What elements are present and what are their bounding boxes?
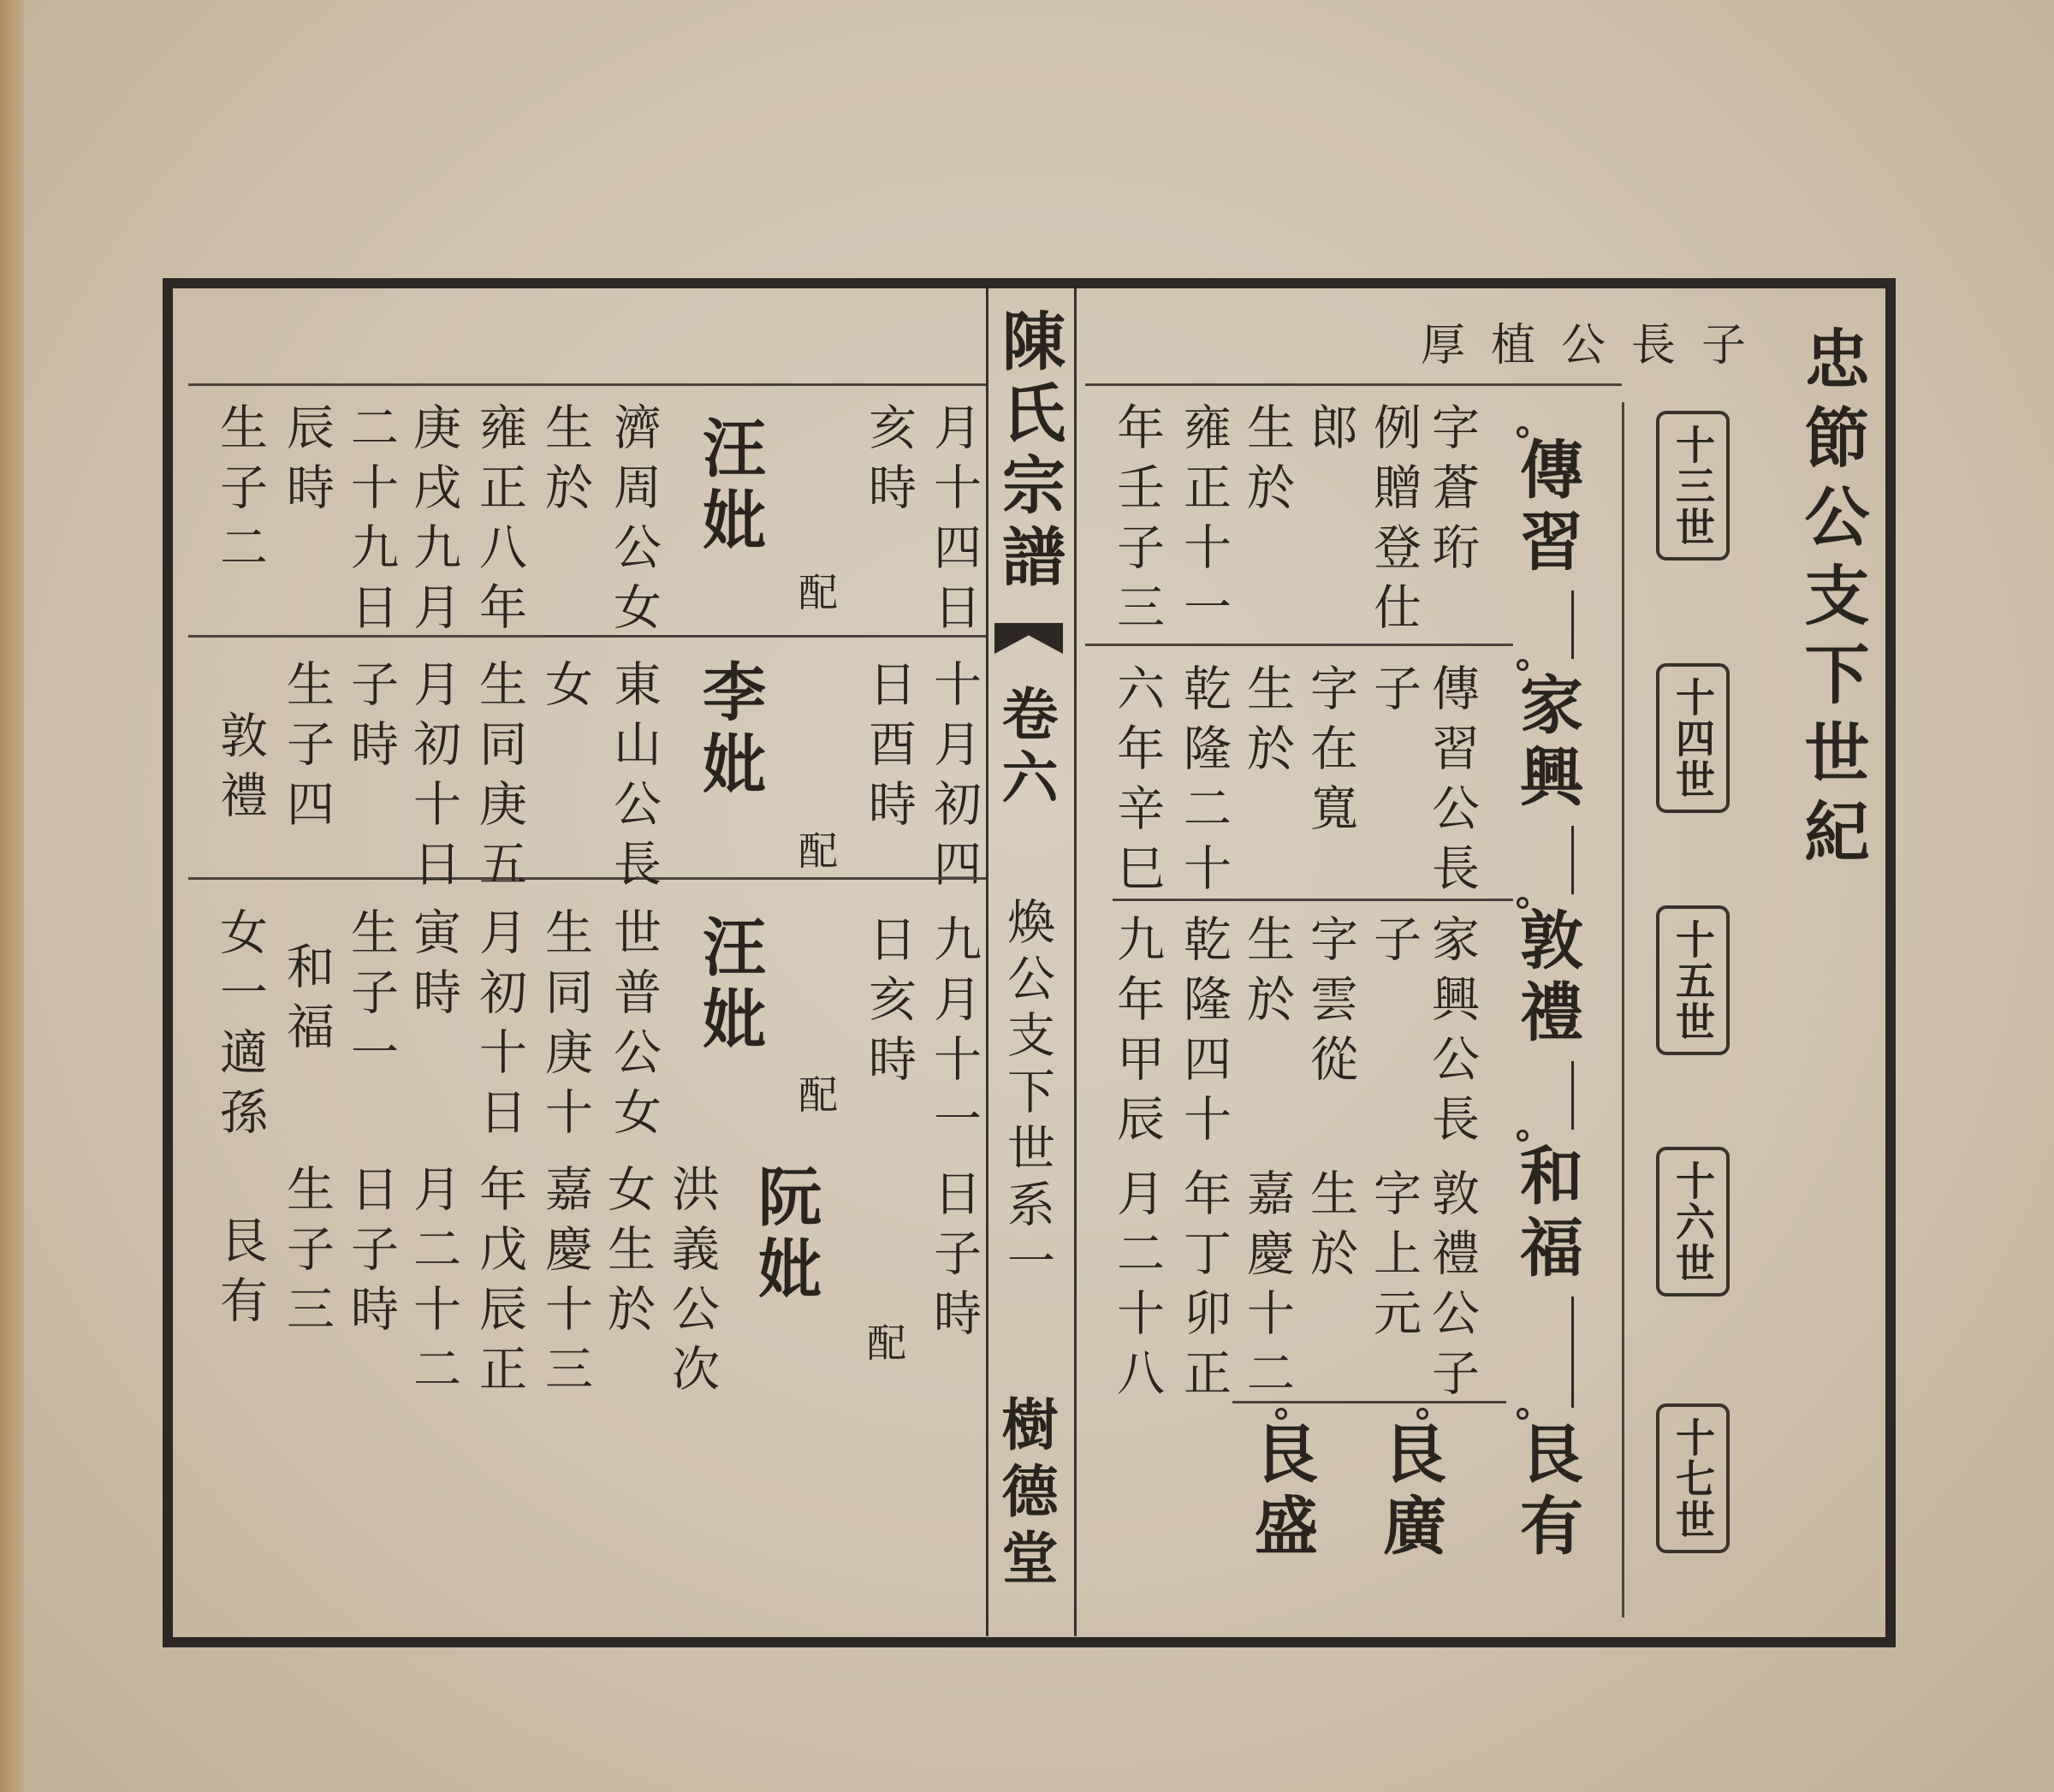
spouse4-label: 配 [861,1322,907,1362]
spouse3-col7: 女一適孫 [212,907,268,1147]
spouse2-col2: 女 [537,659,593,719]
entry-dunli-col7: 九月十一 [926,914,982,1154]
lineage-gen13: 傳習 [1510,436,1583,580]
entry-hefu-col7: 日子時 [926,1168,982,1348]
spouse4-col5: 月二十二 [406,1164,461,1403]
spouse3-col2: 生同庚十 [537,907,593,1147]
lineage-gen16: 和福 [1510,1142,1583,1286]
lineage-gen17-a: 艮有 [1510,1421,1583,1564]
lineage-dot [1416,1408,1428,1420]
spouse3-name: 汪妣 [692,914,766,1058]
spouse4-col7: 生子三 [279,1164,335,1344]
spouse2-col7: 敦禮 [212,710,268,830]
lineage-connector [1571,590,1574,659]
entry-chuanxi-col5: 雍正十一 [1176,402,1232,642]
spouse1-label: 配 [793,572,839,611]
lineage-gen15: 敦禮 [1510,907,1583,1051]
spouse4-col2: 女生於 [600,1164,656,1344]
spouse4-name: 阮妣 [748,1164,822,1308]
entry-dunli-col2: 子 [1366,914,1422,974]
spouse3-col5: 生子一 [343,907,399,1087]
spouse2-col4: 月初十日 [406,659,461,899]
book-title: 陳氏宗譜 [992,308,1066,596]
entry-hefu-col3: 生於 [1303,1168,1358,1288]
spouse1-col5: 二十九日 [343,402,399,642]
spouse2-label: 配 [793,830,839,869]
spouse3-col6: 和福 [279,941,335,1061]
lineage-dot [1517,1408,1529,1420]
entry-chuanxi-col4: 生於 [1239,402,1295,522]
left-header-rule [188,383,986,386]
entry-dunli-col8: 日亥時 [861,914,917,1094]
generation-badge-14: 十四世 [1656,663,1730,813]
spouse1-col1: 濟周公女 [606,402,662,642]
spouse2-col1: 東山公長 [606,659,662,899]
spouse-rule [188,635,986,638]
spouse1-col3: 雍正八年 [472,402,527,642]
generation-badge-17: 十七世 [1656,1403,1730,1553]
lineage-connector [1571,1061,1574,1130]
spouse4-col4: 年戊辰正 [472,1164,527,1403]
entry-chuanxi-col6: 年壬子三 [1109,402,1165,642]
section-rule [1085,644,1513,646]
spouse4-col8: 艮有 [212,1215,268,1335]
generation-badge-13: 十三世 [1656,411,1730,561]
volume-label: 卷六 [992,685,1059,811]
spouse4-col3: 嘉慶十三 [537,1164,593,1403]
entry-jiaxing-col2: 子 [1366,663,1422,723]
entry-dunli-col4: 生於 [1239,914,1295,1034]
entry-chuanxi-col7: 月十四日 [926,402,982,642]
entry-dunli-col5: 乾隆四十 [1176,914,1232,1154]
lineage-dot [1517,659,1529,671]
spouse1-col6: 辰時 [279,402,335,522]
entry-hefu-col4: 嘉慶十二 [1239,1168,1295,1408]
entry-hefu-col5: 年丁卯正 [1176,1168,1232,1408]
entry-hefu-col1: 敦禮公子 [1424,1168,1480,1408]
entry-jiaxing-col5: 乾隆二十 [1176,663,1232,903]
entry-jiaxing-col1: 傳習公長 [1424,663,1480,903]
entry-dunli-col1: 家興公長 [1424,914,1480,1154]
lineage-dot [1517,1130,1529,1142]
entry-dunli-col6: 九年甲辰 [1109,914,1165,1154]
spouse4-col6: 日子時 [343,1164,399,1344]
spouse1-col2: 生於 [537,402,593,522]
lineage-connector [1571,826,1574,894]
spouse2-name: 李妣 [692,659,766,803]
entry-chuanxi-col8: 亥時 [861,402,917,522]
section-label: 煥公支下世系一 [1000,897,1055,1292]
spouse2-col6: 生子四 [279,659,335,839]
lineage-gen17-c: 艮盛 [1244,1421,1318,1564]
spouse4-col1: 洪義公次 [664,1164,720,1403]
entry-chuanxi-col2: 例贈登仕 [1366,402,1422,642]
lineage-gen14: 家興 [1510,672,1583,816]
spouse2-col3: 生同庚五 [472,659,527,899]
spouse3-col4: 寅時 [406,907,461,1027]
entry-jiaxing-col3: 字在寬 [1303,663,1358,843]
spouse2-col5: 子時 [343,659,399,779]
entry-hefu-col2: 字上元 [1366,1168,1422,1348]
badge-column-divider [1622,402,1624,1617]
entry-hefu-col6: 月二十八 [1109,1168,1165,1408]
lineage-connector [1571,1297,1574,1408]
header-rule [1085,383,1622,386]
lineage-dot [1275,1408,1287,1420]
entry-jiaxing-col8: 日酉時 [861,659,917,839]
entry-jiaxing-col7: 十月初四 [926,659,982,899]
spouse1-col4: 庚戌九月 [406,402,461,642]
header-text: 厚植公長子 [1421,320,1772,371]
entry-dunli-col3: 字雲從 [1303,914,1358,1094]
entry-chuanxi-col1: 字蒼珩 [1424,402,1480,582]
spouse-rule [188,877,986,880]
entry-jiaxing-col6: 六年辛巳 [1109,663,1165,903]
generation-badge-16: 十六世 [1656,1147,1730,1297]
entry-jiaxing-col4: 生於 [1239,663,1295,783]
spouse3-col1: 世普公女 [606,907,662,1147]
generation-badge-15: 十五世 [1656,905,1730,1055]
hall-label: 樹德堂 [992,1395,1059,1595]
spouse1-col7: 生子二 [212,402,268,582]
side-title: 忠節公支下世紀 [1794,325,1870,876]
spouse3-label: 配 [793,1074,839,1113]
page-edge [0,0,24,1792]
entry-chuanxi-col3: 郎 [1303,402,1358,462]
spouse1-name: 汪妣 [692,415,766,559]
lineage-gen17-b: 艮廣 [1373,1421,1446,1564]
spouse3-col3: 月初十日 [472,907,527,1147]
